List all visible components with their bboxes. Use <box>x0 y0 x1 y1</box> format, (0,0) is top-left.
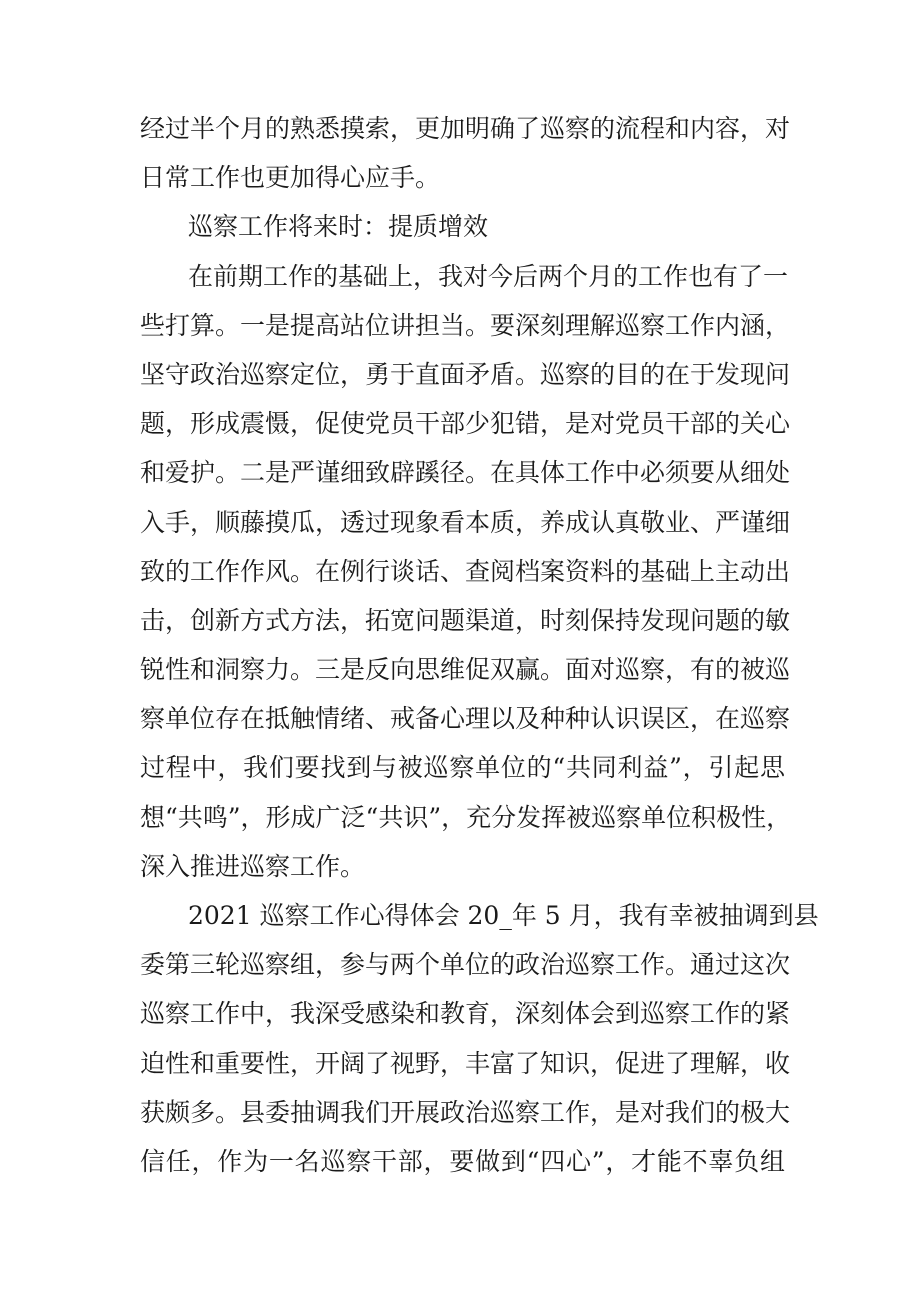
text-line: 在前期工作的基础上，我对今后两个月的工作也有了一 <box>188 261 789 291</box>
text-line: 和爱护。二是严谨细致辟蹊径。在具体工作中必须要从细处 <box>140 458 791 488</box>
text-line: 信任，作为一名巡察干部，要做到“四心”，才能不辜负组 <box>140 1146 785 1176</box>
text-line: 迫性和重要性，开阔了视野，丰富了知识，促进了理解，收 <box>140 1048 791 1078</box>
text-line: 委第三轮巡察组，参与两个单位的政治巡察工作。通过这次 <box>140 950 791 980</box>
text-line: 察单位存在抵触情绪、戒备心理以及种种认识误区，在巡察 <box>140 704 791 734</box>
text-line: 锐性和洞察力。三是反向思维促双赢。面对巡察，有的被巡 <box>140 655 791 685</box>
text-line: 坚守政治巡察定位，勇于直面矛盾。巡察的目的在于发现问 <box>140 359 791 389</box>
text-line: 经过半个月的熟悉摸索，更加明确了巡察的流程和内容，对 <box>140 114 791 143</box>
text-line: 入手，顺藤摸瓜，透过现象看本质，养成认真敬业、严谨细 <box>140 507 791 537</box>
text-line: 过程中，我们要找到与被巡察单位的“共同利益”，引起思 <box>140 753 785 783</box>
document-body <box>140 104 819 1186</box>
text-line: 巡察工作中，我深受感染和教育，深刻体会到巡察工作的紧 <box>140 999 791 1029</box>
text-line: 些打算。一是提高站位讲担当。要深刻理解巡察工作内涵， <box>140 310 791 340</box>
text-line: 致的工作作风。在例行谈话、查阅档案资料的基础上主动出 <box>140 556 791 586</box>
text-line: 深入推进巡察工作。 <box>140 851 366 881</box>
text-line: 想“共鸣”，形成广泛“共识”，充分发挥被巡察单位积极性， <box>140 802 792 832</box>
text-line: 日常工作也更加得心应手。 <box>140 163 441 193</box>
section-heading: 巡察工作将来时：提质增效 <box>188 212 489 242</box>
text-line: 击，创新方式方法，拓宽问题渠道，时刻保持发现问题的敏 <box>140 605 791 635</box>
text-line: 2021 巡察工作心得体会 20_年 5 月，我有幸被抽调到县 <box>188 901 819 930</box>
text-line: 获颇多。县委抽调我们开展政治巡察工作，是对我们的极大 <box>140 1097 791 1127</box>
text-line: 题，形成震慑，促使党员干部少犯错，是对党员干部的关心 <box>140 409 791 439</box>
